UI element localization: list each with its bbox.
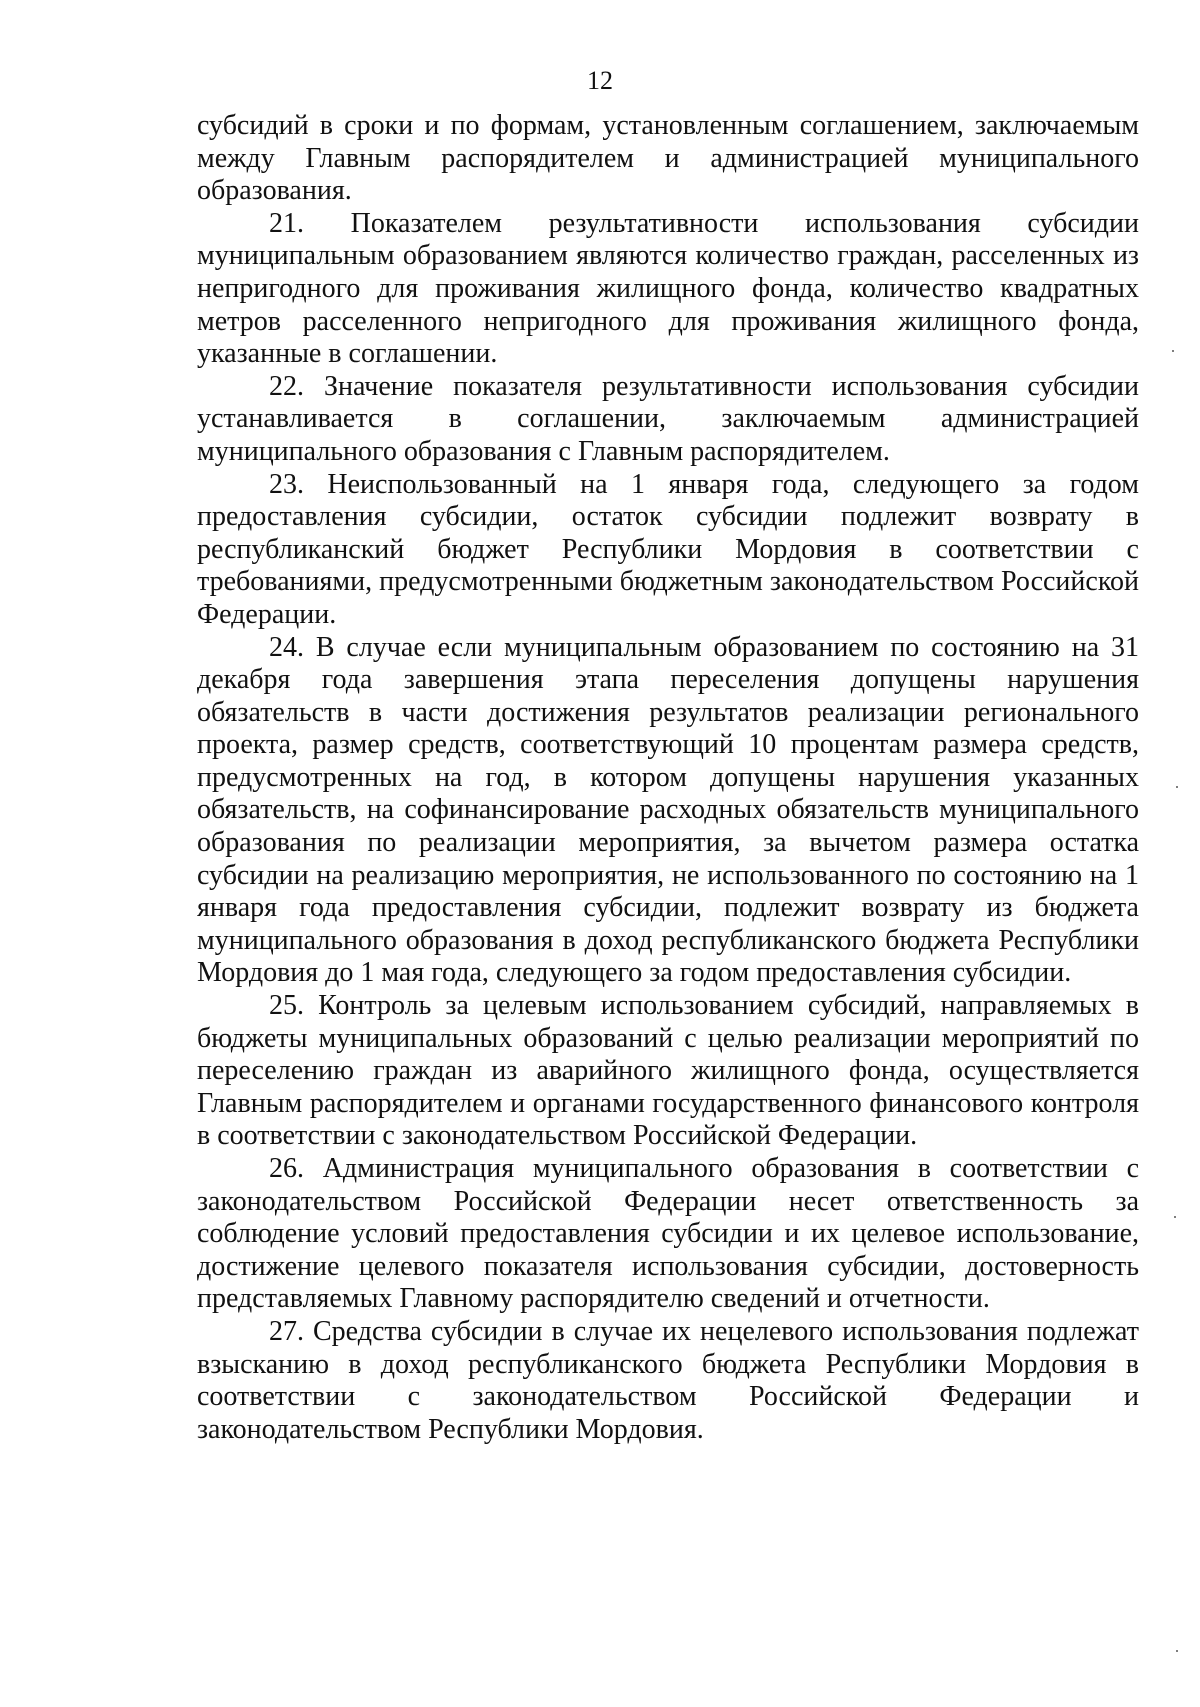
scan-speck (1176, 786, 1178, 788)
paragraph-27: 27. Средства субсидии в случае их нецелевого использования подлежат взысканию в доход республиканского бюджета Республики Мордовия в соответствии с законодательством Российской Федерации и законодательством Республики Мордовия. (197, 1315, 1139, 1445)
paragraph-21: 21. Показателем результативности использования субсидии муниципальным образованием являются количество граждан, расселенных из непригодного для проживания жилищного фонда, количество квадратных метров расселенного непригодного для проживания жилищного фонда, указанные в соглашении. (197, 207, 1139, 370)
paragraph-24: 24. В случае если муниципальным образованием по состоянию на 31 декабря года завершения этапа переселения допущены нарушения обязательств в части достижения результатов реализации регионального проекта, размер средств, соответствующий 10 процентам размера средств, предусмотренных на год, в котором допущены нарушения указанных обязательств, на софинансирование расходных обязательств муниципального образования по реализации мероприятия, за вычетом размера остатка субсидии на реализацию мероприятия, не использованного по состоянию на 1 января года предоставления субсидии, подлежит возврату из бюджета муниципального образования в доход республиканского бюджета Республики Мордовия до 1 мая года, следующего за годом предоставления субсидии. (197, 631, 1139, 989)
paragraph-23: 23. Неиспользованный на 1 января года, следующего за годом предоставления субсидии, остаток субсидии подлежит возврату в республиканский бюджет Республики Мордовия в соответствии с требованиями, предусмотренными бюджетным законодательством Российской Федерации. (197, 468, 1139, 630)
page-number: 12 (587, 66, 613, 95)
paragraph-22: 22. Значение показателя результативности использования субсидии устанавливается в соглашении, заключаемым администрацией муниципального образования с Главным распорядителем. (197, 370, 1139, 467)
paragraph-26: 26. Администрация муниципального образования в соответствии с законодательством Российской Федерации несет ответственность за соблюдение условий предоставления субсидии и их целевое использование, достижение целевого показателя использования субсидии, достоверность представляемых Главному распорядителю сведений и отчетности. (197, 1153, 1139, 1315)
paragraph-20-continuation: субсидий в сроки и по формам, установленным соглашением, заключаемым между Главным распорядителем и администрацией муниципального образования. (197, 110, 1139, 207)
scan-speck (1174, 1216, 1176, 1218)
scan-speck (1176, 1650, 1178, 1652)
paragraph-25: 25. Контроль за целевым использованием субсидий, направляемых в бюджеты муниципальных образований с целью реализации мероприятий по переселению граждан из аварийного жилищного фонда, осуществляется Главным распорядителем и органами государственного финансового контроля в соответствии с законодательством Российской Федерации. (197, 990, 1139, 1152)
scan-speck (1172, 350, 1174, 352)
document-body (197, 110, 1139, 1446)
